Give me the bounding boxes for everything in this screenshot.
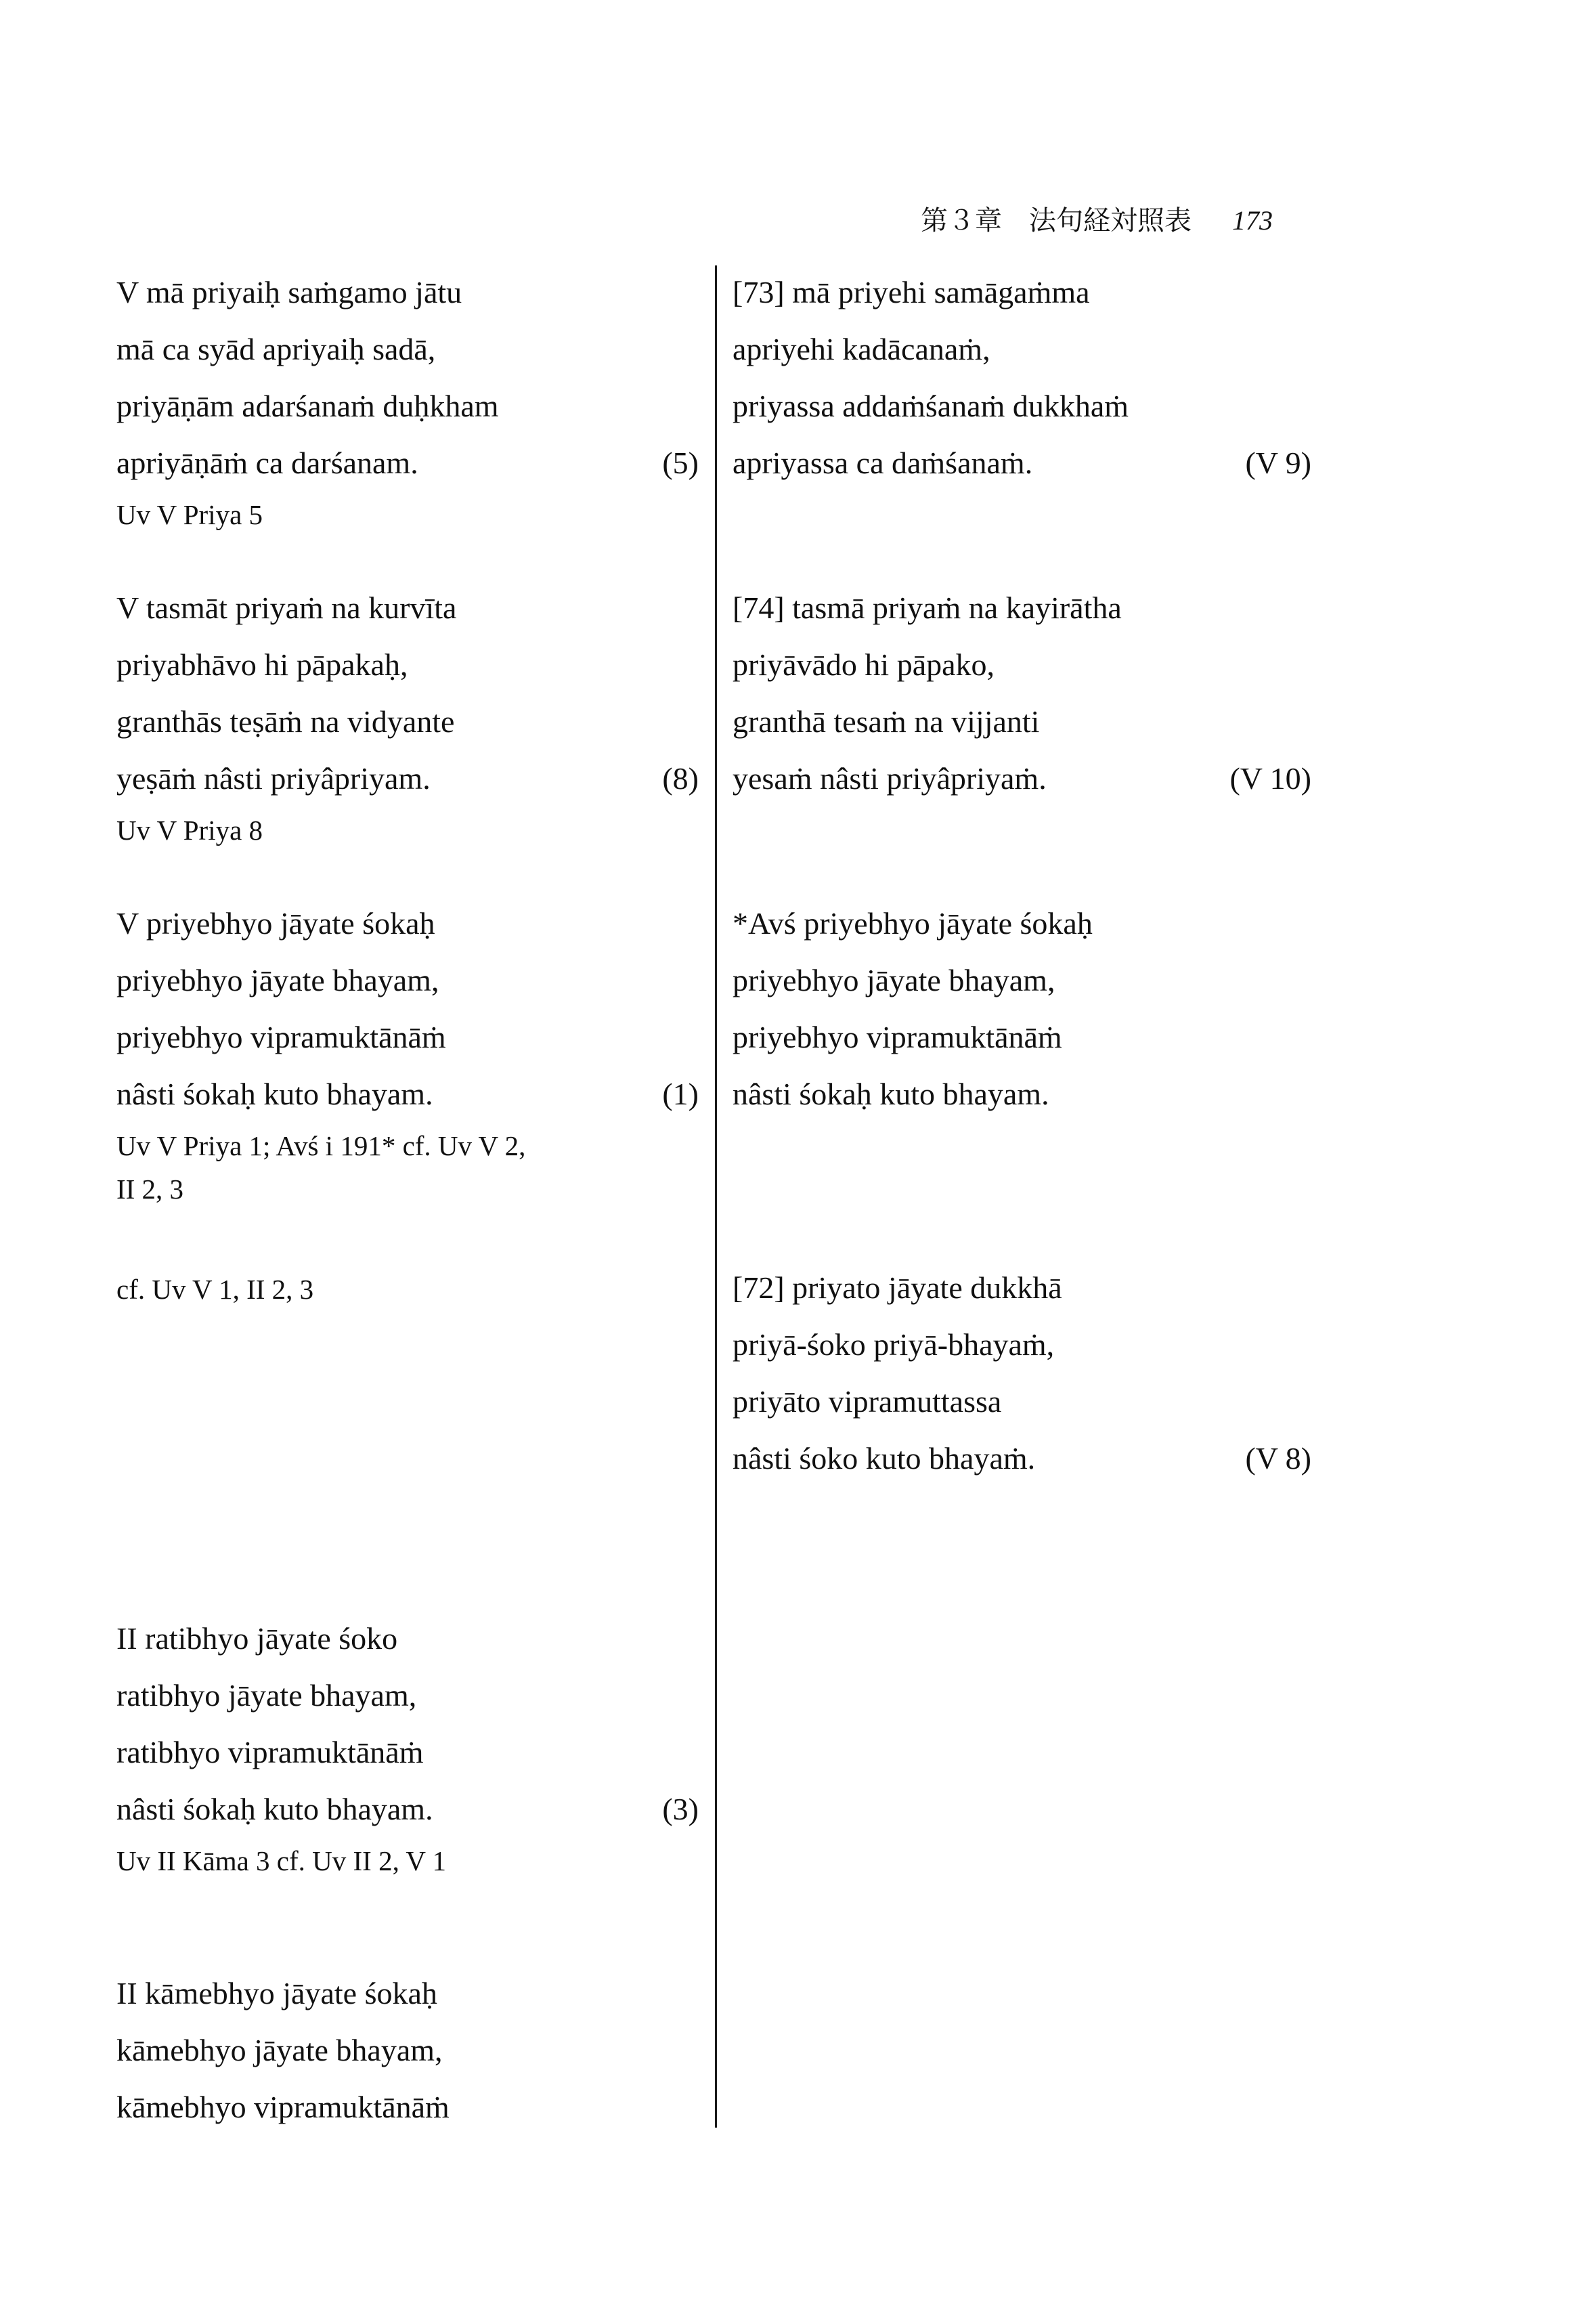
verse-line: priyebhyo jāyate bhayam, (733, 963, 1055, 997)
column-divider (715, 265, 717, 2128)
left-verse-3 (116, 895, 699, 1211)
source-citation (116, 1268, 699, 1311)
verse-line: [73] mā priyehi samāgaṁma (733, 275, 1090, 309)
chapter-title: 第３章 法句経対照表 (921, 205, 1192, 236)
verse-line: V mā priyaiḥ saṁgamo jātu (116, 275, 462, 309)
right-verse-74 (733, 580, 1311, 807)
left-verse-6 (116, 1965, 699, 2136)
verse-line: nâsti śokaḥ kuto bhayam. (116, 1077, 433, 1111)
verse-line: yeṣāṁ nâsti priyâpriyam. (116, 761, 431, 796)
left-verse-5 (116, 1610, 699, 1882)
verse-line: V priyebhyo jāyate śokaḥ (116, 906, 435, 941)
verse-line: priyebhyo vipramuktānāṁ (116, 1020, 446, 1054)
verse-line: granthās teṣāṁ na vidyante (116, 704, 455, 739)
verse-ref: (V 10) (1229, 761, 1311, 796)
left-crossref (116, 1266, 699, 1311)
verse-line: ratibhyo vipramuktānāṁ (116, 1735, 424, 1769)
verse-line: granthā tesaṁ na vijjanti (733, 704, 1040, 739)
source-citation (116, 1839, 699, 1882)
verse-line: kāmebhyo vipramuktānāṁ (116, 2090, 450, 2124)
verse-line: priyebhyo jāyate bhayam, (116, 963, 439, 997)
verse-line: nâsti śokaḥ kuto bhayam. (733, 1077, 1049, 1111)
verse-line: ratibhyo jāyate bhayam, (116, 1678, 417, 1713)
verse-line: [74] tasmā priyaṁ na kayirātha (733, 590, 1122, 625)
citation-line: II 2, 3 (116, 1174, 184, 1205)
right-verse-73 (733, 264, 1311, 492)
verse-ref: (V 9) (1245, 446, 1311, 480)
citation-line: Uv V Priya 1; Avś i 191* cf. Uv V 2, (116, 1130, 526, 1161)
verse-line: [72] priyato jāyate dukkhā (733, 1270, 1062, 1305)
left-verse-1 (116, 264, 699, 536)
citation-line: Uv V Priya 8 (116, 815, 263, 846)
verse-line: apriyāṇāṁ ca darśanam. (116, 446, 418, 480)
citation-line: Uv V Priya 5 (116, 499, 263, 530)
verse-line: apriyassa ca daṁśanaṁ. (733, 446, 1033, 480)
running-header (921, 200, 1273, 241)
verse-line: priyebhyo vipramuktānāṁ (733, 1020, 1062, 1054)
verse-line: nâsti śoko kuto bhayaṁ. (733, 1441, 1036, 1476)
citation-line: cf. Uv V 1, II 2, 3 (116, 1274, 314, 1305)
verse-line: apriyehi kadācanaṁ, (733, 332, 990, 366)
right-verse-72 (733, 1260, 1311, 1487)
verse-ref: (V 8) (1245, 1441, 1311, 1476)
verse-line: V tasmāt priyaṁ na kurvīta (116, 590, 457, 625)
left-verse-2 (116, 580, 699, 852)
citation-line: Uv II Kāma 3 cf. Uv II 2, V 1 (116, 1845, 446, 1876)
source-citation (116, 809, 699, 852)
verse-line: priyāvādo hi pāpako, (733, 647, 995, 682)
verse-line: priyassa addaṁśanaṁ dukkhaṁ (733, 389, 1129, 423)
verse-line: priyā-śoko priyā-bhayaṁ, (733, 1327, 1055, 1362)
verse-ref: (3) (662, 1792, 699, 1826)
verse-line: nâsti śokaḥ kuto bhayam. (116, 1792, 433, 1826)
page-number: 173 (1232, 205, 1273, 236)
verse-ref: (5) (662, 446, 699, 480)
source-citation (116, 1124, 699, 1211)
verse-ref: (1) (662, 1077, 699, 1111)
verse-line: kāmebhyo jāyate bhayam, (116, 2033, 443, 2067)
verse-line: mā ca syād apriyaiḥ sadā, (116, 332, 436, 366)
verse-line: II kāmebhyo jāyate śokaḥ (116, 1976, 437, 2010)
source-citation (116, 493, 699, 536)
verse-line: *Avś priyebhyo jāyate śokaḥ (733, 906, 1093, 941)
verse-line: priyāṇām adarśanaṁ duḥkham (116, 389, 499, 423)
verse-line: yesaṁ nâsti priyâpriyaṁ. (733, 761, 1047, 796)
right-verse-avs (733, 895, 1311, 1123)
verse-ref: (8) (662, 761, 699, 796)
verse-line: priyabhāvo hi pāpakaḥ, (116, 647, 408, 682)
verse-line: priyāto vipramuttassa (733, 1384, 1002, 1419)
verse-line: II ratibhyo jāyate śoko (116, 1621, 398, 1656)
